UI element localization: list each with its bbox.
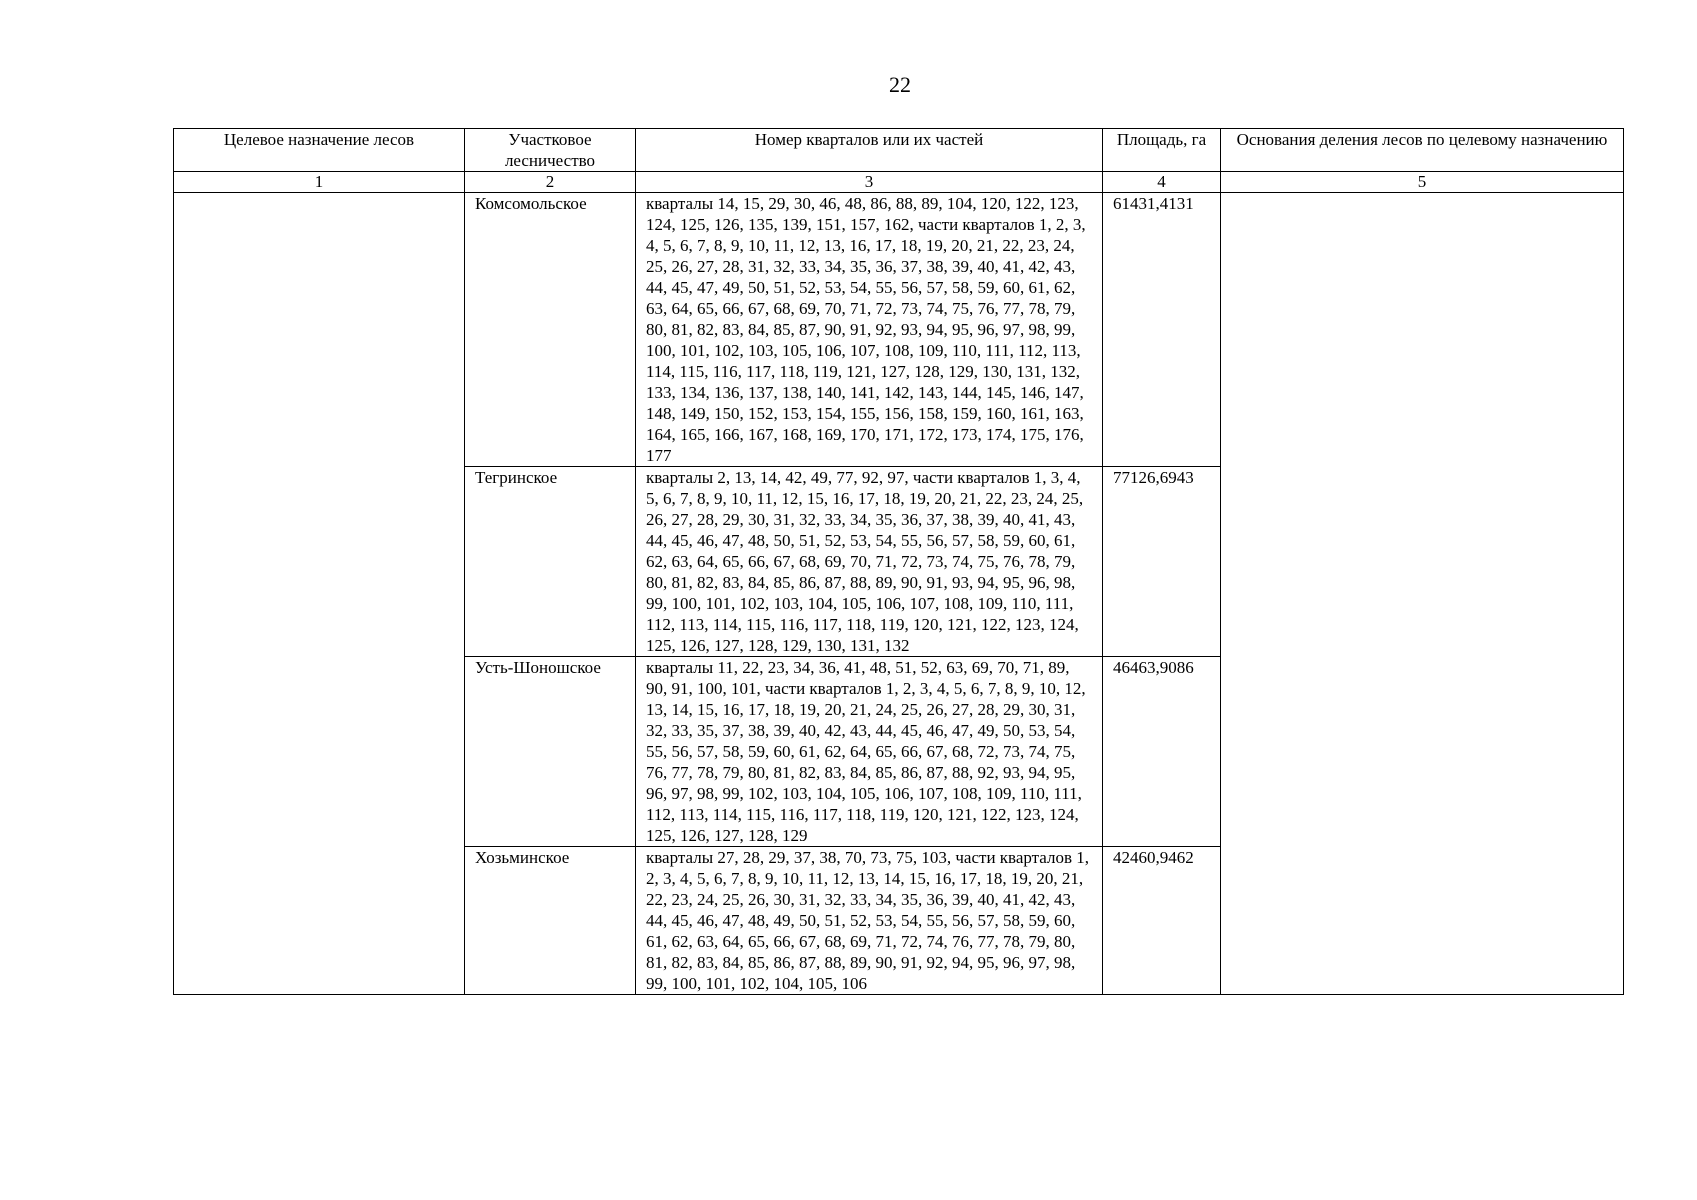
blocks-cell: кварталы 27, 28, 29, 37, 38, 70, 73, 75, 103, части кварталов 1, 2, 3, 4, 5, 6, 7, 8, 9, 10, 11, 12, 13, 14, 15, 16, 17, 18, 19, 20, 21, 22, 23, 24, 25, 26, 30, 31, 32, 33, 34, 35, 36, 39, 40, 41, 42, 43, 44, 45, 46, 47, 48, 49, 50, 51, 52, 53, 54, 55, 56, 57, 58, 59, 60, 61, 62, 63, 64, 65, 66, 67, 68, 69, 71, 72, 74, 76, 77, 78, 79, 80, 81, 82, 83, 84, 85, 86, 87, 88, 89, 90, 91, 92, 94, 95, 96, 97, 98, 99, 100, 101, 102, 104, 105, 106 [636,847,1103,995]
header-area: Площадь, га [1103,129,1221,172]
column-number: 4 [1103,172,1221,193]
blocks-cell: кварталы 11, 22, 23, 34, 36, 41, 48, 51, 52, 63, 69, 70, 71, 89, 90, 91, 100, 101, части кварталов 1, 2, 3, 4, 5, 6, 7, 8, 9, 10, 12, 13, 14, 15, 16, 17, 18, 19, 20, 21, 24, 25, 26, 27, 28, 29, 30, 31, 32, 33, 35, 37, 38, 39, 40, 42, 43, 44, 45, 46, 47, 49, 50, 53, 54, 55, 56, 57, 58, 59, 60, 61, 62, 64, 65, 66, 67, 68, 72, 73, 74, 75, 76, 77, 78, 79, 80, 81, 82, 83, 84, 85, 86, 87, 88, 92, 93, 94, 95, 96, 97, 98, 99, 102, 103, 104, 105, 106, 107, 108, 109, 110, 111, 112, 113, 114, 115, 116, 117, 118, 119, 120, 121, 122, 123, 124, 125, 126, 127, 128, 129 [636,657,1103,847]
page-number: 22 [889,72,911,97]
header-purpose: Целевое назначение лесов [174,129,465,172]
column-number: 3 [636,172,1103,193]
area-cell: 77126,6943 [1103,467,1221,657]
header-blocks: Номер кварталов или их частей [636,129,1103,172]
header-forestry: Участковое лесничество [465,129,636,172]
purpose-cell [174,193,465,995]
table-row [174,193,1624,467]
column-number: 5 [1221,172,1624,193]
forest-purpose-table [173,128,1624,995]
column-number: 2 [465,172,636,193]
column-number: 1 [174,172,465,193]
area-cell: 42460,9462 [1103,847,1221,995]
column-number-row [174,172,1624,193]
area-cell: 46463,9086 [1103,657,1221,847]
forestry-cell: Тегринское [465,467,636,657]
area-cell: 61431,4131 [1103,193,1221,467]
forestry-cell: Усть-Шоношское [465,657,636,847]
header-basis: Основания деления лесов по целевому назначению [1221,129,1624,172]
basis-cell [1221,193,1624,995]
blocks-cell: кварталы 14, 15, 29, 30, 46, 48, 86, 88, 89, 104, 120, 122, 123, 124, 125, 126, 135, 139, 151, 157, 162, части кварталов 1, 2, 3, 4, 5, 6, 7, 8, 9, 10, 11, 12, 13, 16, 17, 18, 19, 20, 21, 22, 23, 24, 25, 26, 27, 28, 31, 32, 33, 34, 35, 36, 37, 38, 39, 40, 41, 42, 43, 44, 45, 47, 49, 50, 51, 52, 53, 54, 55, 56, 57, 58, 59, 60, 61, 62, 63, 64, 65, 66, 67, 68, 69, 70, 71, 72, 73, 74, 75, 76, 77, 78, 79, 80, 81, 82, 83, 84, 85, 87, 90, 91, 92, 93, 94, 95, 96, 97, 98, 99, 100, 101, 102, 103, 105, 106, 107, 108, 109, 110, 111, 112, 113, 114, 115, 116, 117, 118, 119, 121, 127, 128, 129, 130, 131, 132, 133, 134, 136, 137, 138, 140, 141, 142, 143, 144, 145, 146, 147, 148, 149, 150, 152, 153, 154, 155, 156, 158, 159, 160, 161, 163, 164, 165, 166, 167, 168, 169, 170, 171, 172, 173, 174, 175, 176, 177 [636,193,1103,467]
blocks-cell: кварталы 2, 13, 14, 42, 49, 77, 92, 97, части кварталов 1, 3, 4, 5, 6, 7, 8, 9, 10, 11, 12, 15, 16, 17, 18, 19, 20, 21, 22, 23, 24, 25, 26, 27, 28, 29, 30, 31, 32, 33, 34, 35, 36, 37, 38, 39, 40, 41, 43, 44, 45, 46, 47, 48, 50, 51, 52, 53, 54, 55, 56, 57, 58, 59, 60, 61, 62, 63, 64, 65, 66, 67, 68, 69, 70, 71, 72, 73, 74, 75, 76, 78, 79, 80, 81, 82, 83, 84, 85, 86, 87, 88, 89, 90, 91, 93, 94, 95, 96, 98, 99, 100, 101, 102, 103, 104, 105, 106, 107, 108, 109, 110, 111, 112, 113, 114, 115, 116, 117, 118, 119, 120, 121, 122, 123, 124, 125, 126, 127, 128, 129, 130, 131, 132 [636,467,1103,657]
header-row [174,129,1624,172]
forestry-cell: Комсомольское [465,193,636,467]
forestry-cell: Хозьминское [465,847,636,995]
